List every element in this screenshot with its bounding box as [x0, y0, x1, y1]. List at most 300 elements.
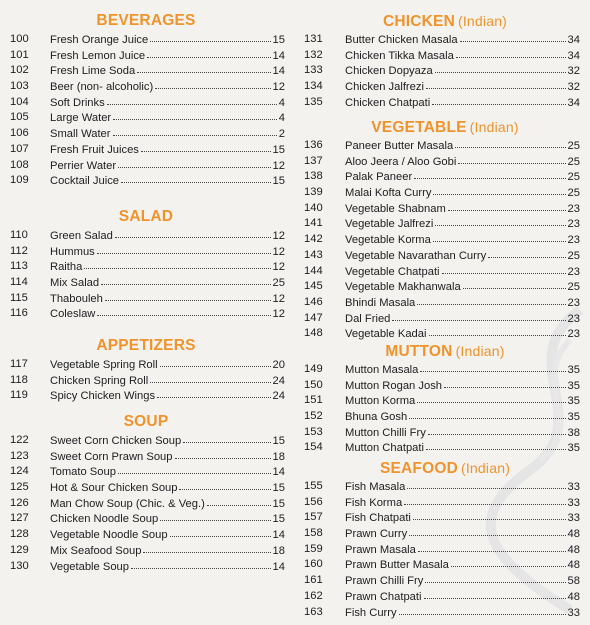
item-name: Vegetable Shabnam: [345, 202, 446, 215]
item-line: [345, 201, 580, 218]
item-number: 148: [304, 327, 323, 340]
menu-item-144: [300, 264, 590, 280]
item-name: Mutton Korma: [345, 395, 416, 408]
item-number: 145: [304, 280, 323, 293]
dot-leader: [105, 291, 271, 301]
item-name: Green Salad: [50, 230, 113, 242]
section-title-text: VEGETABLE: [371, 119, 467, 136]
menu-item-143: [300, 248, 590, 264]
menu-item-161: [300, 573, 590, 589]
item-number: 144: [304, 264, 323, 277]
item-number: 103: [10, 80, 29, 93]
item-name: Paneer Butter Masala: [345, 140, 454, 152]
item-name: Vegetable Korma: [345, 234, 431, 247]
item-price: 32: [567, 81, 580, 94]
dot-leader: [155, 79, 270, 89]
item-line: [50, 142, 285, 159]
item-name: Mix Salad: [50, 277, 100, 290]
dot-leader: [425, 573, 565, 583]
menu-item-104: [0, 95, 292, 111]
menu-item-137: [300, 154, 590, 170]
dot-leader: [455, 138, 565, 148]
dot-leader: [101, 275, 270, 285]
dot-leader: [147, 48, 270, 58]
item-line: [50, 480, 285, 497]
item-number: 155: [304, 480, 323, 492]
section-title: [0, 10, 292, 32]
item-name: Coleslaw: [50, 308, 96, 321]
dot-leader: [424, 589, 566, 599]
section-appetizers: [0, 335, 292, 404]
item-name: Vegetable Noodle Soup: [50, 529, 168, 542]
menu-item-158: [300, 526, 590, 542]
menu-item-124: [0, 464, 292, 480]
item-name: Fish Masala: [345, 481, 406, 493]
dot-leader: [150, 32, 270, 42]
item-price: 23: [567, 218, 580, 231]
dot-leader: [118, 158, 270, 168]
item-number: 143: [304, 248, 323, 261]
item-name: Vegetable Chatpati: [345, 265, 440, 278]
item-number: 133: [304, 64, 323, 77]
item-number: 162: [304, 589, 323, 602]
item-line: [345, 63, 580, 80]
item-price: 14: [272, 529, 285, 542]
item-price: 15: [272, 435, 285, 447]
item-price: 24: [272, 390, 285, 403]
menu-item-102: [0, 63, 292, 79]
item-price: 15: [272, 497, 285, 510]
menu-item-155: [300, 479, 590, 495]
dot-leader: [404, 495, 565, 505]
dot-leader: [451, 557, 566, 567]
item-number: 122: [10, 434, 29, 446]
item-name: Prawn Curry: [345, 528, 408, 541]
menu-item-108: [0, 158, 292, 174]
item-price: 12: [272, 292, 285, 305]
item-number: 161: [304, 574, 323, 587]
item-name: Sweet Corn Chicken Soup: [50, 435, 182, 447]
item-price: 4: [278, 112, 285, 125]
dot-leader: [418, 542, 566, 552]
dot-leader: [448, 201, 566, 211]
dot-leader: [170, 527, 271, 537]
menu-item-119: [0, 388, 292, 404]
item-line: [345, 557, 580, 574]
menu-item-145: [300, 279, 590, 295]
dot-leader: [84, 259, 270, 269]
item-number: 134: [304, 80, 323, 93]
menu-item-132: [300, 48, 590, 64]
section-title: [300, 116, 590, 138]
item-name: Fish Chatpati: [345, 512, 411, 525]
menu-item-118: [0, 373, 292, 389]
item-number: 151: [304, 394, 323, 407]
item-line: [50, 173, 285, 190]
item-number: 132: [304, 48, 323, 61]
dot-leader: [157, 388, 270, 398]
section-chicken: [300, 10, 590, 110]
dot-leader: [141, 142, 271, 152]
menu-item-146: [300, 295, 590, 311]
item-price: 14: [272, 65, 285, 78]
item-name: Large Water: [50, 112, 112, 125]
menu-item-131: [300, 32, 590, 48]
menu-item-162: [300, 589, 590, 605]
item-line: [50, 63, 285, 80]
section-title-text: APPETIZERS: [96, 337, 196, 354]
item-line: [50, 511, 285, 528]
menu-item-130: [0, 559, 292, 575]
item-name: Vegetable Makhanwala: [345, 281, 461, 294]
item-number: 123: [10, 449, 29, 462]
item-number: 118: [10, 373, 28, 386]
section-salad: [0, 206, 292, 322]
item-number: 136: [304, 139, 323, 151]
section-seafood: [300, 457, 590, 620]
item-line: [345, 510, 580, 527]
section-title: [0, 335, 292, 357]
item-price: 24: [272, 374, 285, 387]
menu-item-105: [0, 110, 292, 126]
item-price: 15: [272, 143, 285, 156]
section-subtitle: (Indian): [457, 13, 508, 29]
section-title: [0, 411, 292, 433]
dot-leader: [435, 63, 566, 73]
item-line: [345, 138, 580, 155]
menu-item-110: [0, 228, 292, 244]
item-line: [345, 573, 580, 590]
section-subtitle: (Indian): [455, 343, 505, 359]
dot-leader: [414, 169, 565, 179]
item-line: [50, 357, 285, 374]
item-line: [345, 311, 580, 328]
item-line: [50, 275, 285, 292]
section-title: [300, 10, 590, 32]
item-number: 101: [10, 48, 29, 61]
item-price: 25: [567, 281, 580, 294]
menu-item-135: [300, 95, 590, 111]
section-soup: [0, 411, 292, 574]
item-line: [345, 32, 580, 49]
item-name: Raitha: [50, 261, 83, 274]
item-name: Mutton Chilli Fry: [345, 426, 426, 439]
item-name: Sweet Corn Prawn Soup: [50, 450, 173, 463]
item-line: [50, 95, 285, 112]
menu-item-127: [0, 511, 292, 527]
dot-leader: [113, 126, 277, 136]
menu-item-122: [0, 433, 292, 449]
item-name: Mutton Rogan Josh: [345, 379, 443, 392]
dot-leader: [115, 228, 271, 238]
dot-leader: [417, 393, 565, 403]
item-name: Vegetable Kadai: [345, 328, 427, 341]
item-name: Beer (non- alcoholic): [50, 81, 154, 94]
item-number: 105: [10, 111, 29, 124]
item-line: [345, 232, 580, 249]
item-name: Aloo Jeera / Aloo Gobi: [345, 155, 457, 168]
item-number: 126: [10, 496, 29, 509]
item-number: 159: [304, 542, 323, 555]
item-name: Bhindi Masala: [345, 296, 416, 309]
item-line: [345, 526, 580, 543]
item-price: 15: [272, 175, 285, 188]
item-price: 18: [272, 544, 285, 557]
item-line: [345, 279, 580, 296]
item-price: 33: [567, 512, 580, 525]
item-line: [345, 248, 580, 265]
menu-item-113: [0, 259, 292, 275]
dot-leader: [97, 306, 270, 316]
item-price: 23: [567, 312, 580, 325]
menu-item-103: [0, 79, 292, 95]
item-name: Thabouleh: [50, 292, 103, 305]
dot-leader: [392, 311, 565, 321]
item-number: 158: [304, 527, 323, 540]
menu-item-159: [300, 542, 590, 558]
menu-item-152: [300, 409, 590, 425]
menu-item-129: [0, 543, 292, 559]
item-price: 12: [272, 230, 285, 242]
item-number: 128: [10, 528, 29, 541]
item-name: Prawn Butter Masala: [345, 559, 449, 572]
item-name: Cocktail Juice: [50, 175, 120, 188]
section-title-text: BEVERAGES: [96, 12, 196, 29]
item-name: Mix Seafood Soup: [50, 544, 142, 557]
dot-leader: [150, 373, 270, 383]
item-name: Spicy Chicken Wings: [50, 390, 156, 403]
item-price: 34: [567, 34, 580, 46]
item-line: [345, 216, 580, 233]
item-number: 116: [10, 307, 28, 320]
dot-leader: [160, 511, 270, 521]
item-name: Fish Curry: [345, 606, 397, 619]
menu-item-128: [0, 527, 292, 543]
dot-leader: [409, 526, 565, 536]
item-price: 12: [272, 81, 285, 94]
menu-item-150: [300, 378, 590, 394]
item-name: Hummus: [50, 245, 95, 258]
item-line: [345, 185, 580, 202]
item-name: Malai Kofta Curry: [345, 187, 432, 200]
item-name: Tomato Soup: [50, 466, 116, 479]
menu-item-117: [0, 357, 292, 373]
item-number: 138: [304, 170, 323, 183]
item-name: Vegetable Jalfrezi: [345, 218, 434, 231]
item-number: 113: [10, 260, 28, 273]
menu-item-142: [300, 232, 590, 248]
dot-leader: [435, 216, 565, 226]
item-number: 146: [304, 295, 323, 308]
menu-item-140: [300, 201, 590, 217]
menu-item-147: [300, 311, 590, 327]
item-name: Chicken Tikka Masala: [345, 49, 454, 62]
item-name: Soft Drinks: [50, 96, 105, 109]
item-line: [50, 388, 285, 405]
item-price: 12: [272, 308, 285, 321]
item-price: 14: [272, 466, 285, 479]
item-line: [345, 169, 580, 186]
section-vegetable: [300, 116, 590, 342]
section-title-text: MUTTON: [385, 343, 453, 360]
item-price: 14: [272, 560, 285, 573]
item-name: Chicken Jalfrezi: [345, 81, 424, 94]
item-price: 14: [272, 49, 285, 62]
item-number: 114: [10, 276, 28, 289]
dot-leader: [131, 559, 271, 569]
item-name: Mutton Chatpati: [345, 442, 424, 455]
item-name: Prawn Masala: [345, 543, 416, 556]
item-price: 25: [567, 187, 580, 200]
menu-item-114: [0, 275, 292, 291]
menu-item-153: [300, 425, 590, 441]
menu-item-125: [0, 480, 292, 496]
item-line: [345, 589, 580, 606]
section-title-text: SEAFOOD: [379, 460, 458, 477]
item-line: [345, 79, 580, 96]
item-price: 33: [567, 481, 580, 493]
dot-leader: [488, 248, 565, 258]
dot-leader: [432, 95, 565, 105]
item-price: 35: [567, 364, 580, 376]
item-number: 127: [10, 512, 29, 525]
item-name: Mutton Masala: [345, 364, 419, 376]
item-price: 23: [567, 202, 580, 215]
item-line: [345, 409, 580, 426]
item-name: Chicken Noodle Soup: [50, 513, 159, 526]
item-price: 34: [567, 49, 580, 62]
item-price: 35: [567, 379, 580, 392]
item-name: Chicken Dopyaza: [345, 65, 433, 78]
item-price: 38: [567, 426, 580, 439]
item-number: 130: [10, 559, 29, 572]
section-subtitle: (Indian): [469, 119, 519, 135]
item-number: 107: [10, 142, 29, 155]
item-price: 23: [567, 296, 580, 309]
item-line: [345, 605, 580, 622]
item-line: [50, 306, 285, 323]
item-price: 23: [567, 265, 580, 278]
item-line: [50, 559, 285, 576]
item-price: 4: [278, 96, 285, 109]
item-price: 12: [272, 261, 285, 274]
item-price: 33: [567, 606, 580, 619]
item-name: Palak Paneer: [345, 171, 413, 184]
item-price: 48: [567, 590, 580, 603]
dot-leader: [458, 154, 565, 164]
item-line: [50, 464, 285, 481]
item-number: 137: [304, 154, 323, 167]
section-beverages: [0, 10, 292, 189]
item-price: 33: [567, 496, 580, 509]
menu-item-123: [0, 449, 292, 465]
item-line: [345, 362, 580, 379]
item-line: [50, 48, 285, 65]
item-number: 156: [304, 495, 323, 508]
dot-leader: [426, 440, 566, 450]
dot-leader: [183, 433, 270, 443]
item-number: 153: [304, 425, 323, 438]
item-name: Hot & Sour Chicken Soup: [50, 482, 178, 495]
item-price: 2: [278, 128, 285, 141]
section-title: [300, 457, 590, 479]
item-line: [50, 496, 285, 513]
item-number: 102: [10, 64, 29, 77]
item-line: [50, 79, 285, 96]
dot-leader: [433, 185, 565, 195]
menu-item-106: [0, 126, 292, 142]
item-name: Perrier Water: [50, 159, 117, 172]
dot-leader: [175, 449, 271, 459]
dot-leader: [143, 543, 270, 553]
item-line: [345, 440, 580, 457]
item-line: [50, 110, 285, 127]
item-number: 108: [10, 158, 29, 171]
menu-item-134: [300, 79, 590, 95]
item-name: Chicken Spring Roll: [50, 374, 149, 387]
item-line: [50, 244, 285, 261]
item-number: 115: [10, 291, 28, 304]
item-number: 106: [10, 127, 29, 140]
item-price: 25: [567, 155, 580, 168]
item-price: 15: [272, 513, 285, 526]
item-line: [50, 527, 285, 544]
dot-leader: [426, 79, 566, 89]
item-price: 23: [567, 234, 580, 247]
menu-item-160: [300, 557, 590, 573]
item-number: 135: [304, 95, 323, 108]
menu-item-112: [0, 244, 292, 260]
item-price: 15: [272, 34, 285, 46]
item-line: [345, 264, 580, 281]
menu-item-107: [0, 142, 292, 158]
item-number: 109: [10, 174, 29, 187]
menu-item-138: [300, 169, 590, 185]
item-price: 20: [272, 359, 285, 371]
item-line: [50, 373, 285, 390]
item-price: 25: [567, 140, 580, 152]
dot-leader: [429, 326, 566, 336]
item-name: Dal Fried: [345, 312, 391, 325]
section-title-text: SOUP: [123, 413, 169, 430]
item-number: 125: [10, 481, 29, 494]
dot-leader: [409, 409, 565, 419]
item-line: [50, 433, 285, 450]
menu-item-157: [300, 510, 590, 526]
item-number: 160: [304, 558, 323, 571]
item-number: 140: [304, 201, 323, 214]
item-name: Man Chow Soup (Chic. & Veg.): [50, 497, 205, 510]
item-price: 34: [567, 96, 580, 109]
dot-leader: [118, 464, 271, 474]
menu-item-126: [0, 496, 292, 512]
item-price: 48: [567, 559, 580, 572]
item-line: [50, 228, 285, 245]
item-number: 157: [304, 511, 323, 524]
section-title: [300, 340, 590, 362]
section-title-text: SALAD: [118, 208, 174, 225]
item-line: [345, 495, 580, 512]
item-number: 104: [10, 95, 29, 108]
item-name: Chicken Chatpati: [345, 96, 431, 109]
menu-item-100: [0, 32, 292, 48]
item-number: 100: [10, 33, 29, 45]
section-subtitle: (Indian): [460, 460, 511, 476]
item-line: [345, 542, 580, 559]
item-number: 147: [304, 311, 323, 324]
item-line: [50, 158, 285, 175]
menu-item-141: [300, 216, 590, 232]
